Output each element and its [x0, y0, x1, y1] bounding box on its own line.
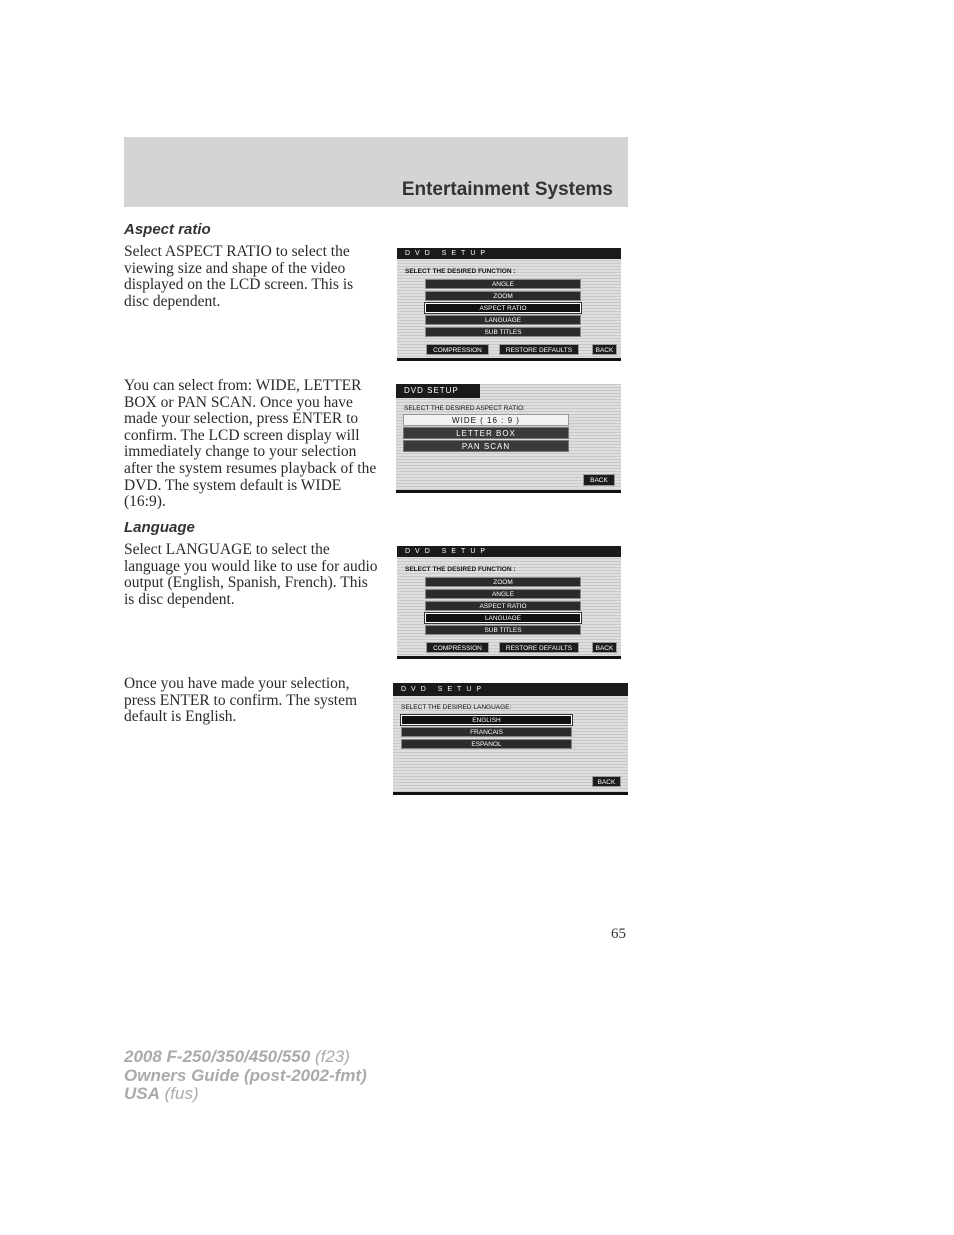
dvd-setup-function-screen-1 — [397, 248, 621, 361]
aspect-ratio-heading: Aspect ratio — [124, 221, 211, 238]
header-band — [124, 137, 628, 207]
back-button[interactable]: BACK — [592, 344, 617, 355]
menu-item-angle[interactable]: ANGLE — [425, 589, 581, 599]
compression-button[interactable]: COMPRESSION — [426, 344, 489, 355]
language-heading: Language — [124, 519, 195, 536]
page-number: 65 — [611, 926, 626, 942]
screen-title-bar: DVD SETUP — [396, 384, 480, 398]
screen-title-bar: DVD SETUP — [397, 546, 621, 557]
screen-title-bar: DVD SETUP — [397, 248, 621, 259]
restore-defaults-button[interactable]: RESTORE DEFAULTS — [499, 642, 579, 653]
option-english[interactable]: ENGLISH — [401, 715, 572, 725]
menu-item-sub-titles[interactable]: SUB TITLES — [425, 625, 581, 635]
option-francais[interactable]: FRANCAIS — [401, 727, 572, 737]
aspect-ratio-paragraph-1: Select ASPECT RATIO to select the viewing size and shape of the video displayed on the LCD screen. This is disc dependent. — [124, 243, 354, 310]
back-button[interactable]: BACK — [592, 776, 621, 787]
dvd-setup-language-screen — [393, 683, 628, 795]
footer-model: 2008 F-250/350/450/550 — [124, 1047, 311, 1066]
screen-prompt: SELECT THE DESIRED LANGUAGE: — [401, 704, 512, 711]
screen-prompt: SELECT THE DESIRED FUNCTION : — [405, 268, 516, 275]
restore-defaults-button[interactable]: RESTORE DEFAULTS — [499, 344, 579, 355]
menu-item-language[interactable]: LANGUAGE — [425, 613, 581, 623]
dvd-setup-function-screen-2 — [397, 546, 621, 659]
menu-item-zoom[interactable]: ZOOM — [425, 291, 581, 301]
screen-prompt: SELECT THE DESIRED ASPECT RATIO: — [404, 405, 525, 412]
compression-button[interactable]: COMPRESSION — [426, 642, 489, 653]
footer-market: USA — [124, 1084, 160, 1103]
back-button[interactable]: BACK — [592, 642, 617, 653]
footer-market-code: (fus) — [159, 1084, 199, 1103]
back-button[interactable]: BACK — [583, 474, 615, 486]
aspect-ratio-paragraph-2: You can select from: WIDE, LETTER BOX or PAN SCAN. Once you have made your selection, press ENTER to confirm. The LCD screen display will immediately change to your selection after the system resumes playback of the DVD. The system default is WIDE (16:9). — [124, 377, 377, 511]
footer-guide-name: Owners Guide (post-2002-fmt) — [124, 1065, 367, 1085]
dvd-setup-aspect-ratio-screen — [396, 384, 621, 493]
menu-item-aspect-ratio[interactable]: ASPECT RATIO — [425, 303, 581, 313]
screen-title-bar: DVD SETUP — [393, 683, 628, 696]
footer-model-code: (f23) — [310, 1047, 350, 1066]
language-paragraph-2: Once you have made your selection, press ENTER to confirm. The system default is English. — [124, 675, 358, 726]
menu-item-zoom[interactable]: ZOOM — [425, 577, 581, 587]
menu-item-angle[interactable]: ANGLE — [425, 279, 581, 289]
menu-item-sub-titles[interactable]: SUB TITLES — [425, 327, 581, 337]
option-wide[interactable]: WIDE ( 16 : 9 ) — [403, 414, 569, 426]
option-letter-box[interactable]: LETTER BOX — [403, 427, 569, 439]
language-paragraph-1: Select LANGUAGE to select the language you would like to use for audio output (English, Spanish, French). This is disc dependent. — [124, 541, 378, 608]
menu-item-aspect-ratio[interactable]: ASPECT RATIO — [425, 601, 581, 611]
option-espanol[interactable]: ESPANOL — [401, 739, 572, 749]
screen-prompt: SELECT THE DESIRED FUNCTION : — [405, 566, 516, 573]
menu-item-language[interactable]: LANGUAGE — [425, 315, 581, 325]
page-title: Entertainment Systems — [401, 179, 613, 200]
document-footer — [124, 1048, 367, 1104]
option-pan-scan[interactable]: PAN SCAN — [403, 440, 569, 452]
